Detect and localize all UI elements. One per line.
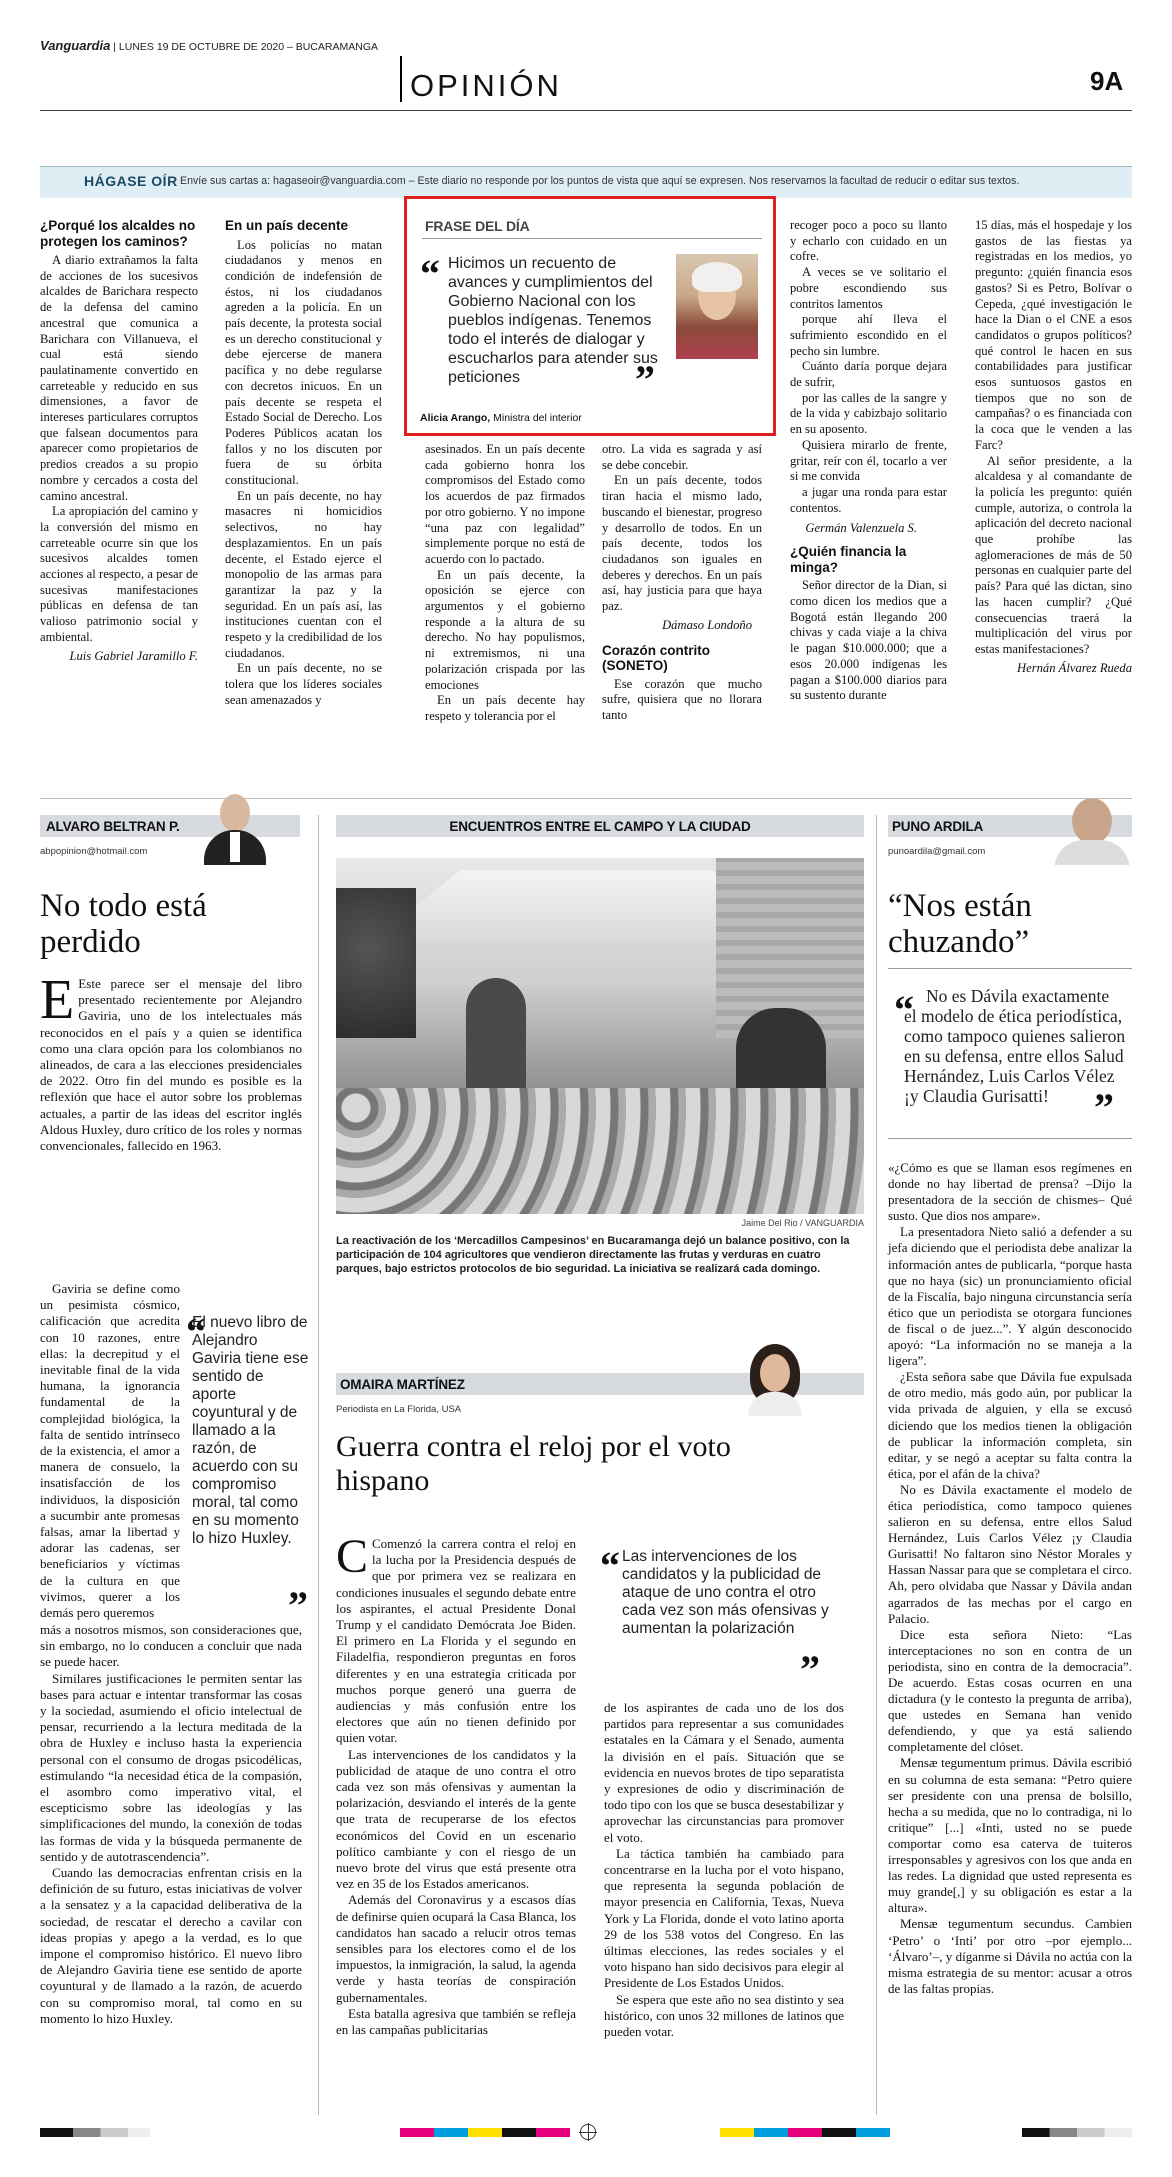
column-right-author: PUNO ARDILA (892, 819, 984, 834)
open-quote-icon: “ (186, 1309, 206, 1354)
article-paragraph: Las intervenciones de los candidatos y la publicidad de ataque de uno contra el otro cada vez son más ofensivas y aumentan la polarización, desviando el interés de la gente que trata de recuperarse de los efectos económicos del Covid en un escenario político cambiante y con el riesgo de un nuevo brote del virus que está presente otra vez en 35 de los Estados americanos. (336, 1746, 576, 1892)
letter-3-paragraph: Cuánto daría porque dejara de sufrir, (790, 359, 947, 390)
article-paragraph: C Comenzó la carrera contra el reloj en la lucha por la Presidencia después de que por primera vez se realizara en condiciones inusuales el segundo debate entre los aspirantes, el actual Presidente Donal Trump y el candidato Demócrata Joe Biden. El primero en La Florida y el segundo en Filadelfia, respondieron preguntas en foros diferentes y en una estrategia criticada por muchos porque generó una guerra de audiencias y más confusión entre los electores que aún no tienen definido por quien votar. (336, 1530, 576, 1746)
letter-4-paragraph: Al señor presidente, a la alcaldesa y al comandante de la policía les pregunto: quién cumple, autoriza, o controla la aplicación del decreto nacional que prohíbe las aglomeraciones de más de 50 personas en cualquier parte del país? Para qué las dictan, sino las hacen cumplir? ¿Qué consecuencias traerá la multiplicación del virus por estas manifestaciones? (975, 453, 1132, 656)
photo-feature-title: ENCUENTROS ENTRE EL CAMPO Y LA CIUDAD (449, 819, 751, 834)
letter-column-3 (425, 442, 585, 725)
drop-cap: C (336, 1530, 369, 1583)
produce-stall-icon (336, 1088, 864, 1214)
letter-4-continued: 15 días, más el hospedaje y los gastos de las fiestas ya registradas en los medios, yo pregunto: ¿quién financia esos gastos? Si es Petro, Bolívar o Cepeda, ¿qué investigación le hace la Dian o el CNE a esos candidatos o grupos políticos? qué control le hacen en sus contabilidades para justificar esos suntuosos gastos en tiempos que no son de campañas? o es financiada con la coca que le venden a las Farc? (975, 218, 1132, 452)
letters-banner-text: Envíe sus cartas a: hagaseoir@vanguardia.com – Este diario no responde por los puntos de vista que aquí se expresen. Nos reservamos la facultad de reducir o editar sus textos. (180, 175, 1020, 187)
letter-2-continued: otro. La vida es sagrada y así se debe concebir. (602, 442, 762, 472)
article-paragraph: Esta batalla agresiva que también se refleja en las campañas publicitarias (336, 2005, 576, 2038)
letter-4-signature: Hernán Álvarez Rueda (1017, 660, 1132, 675)
column-right-author-photo (1050, 790, 1132, 865)
column-divider (318, 815, 319, 2115)
open-quote-icon: “ (894, 987, 914, 1032)
letter-column-1 (40, 218, 198, 664)
author-name: Alicia Arango, (420, 412, 491, 424)
registration-mark-icon (580, 2124, 596, 2140)
column-left-body (40, 969, 302, 1154)
letter-2-paragraph: En un país decente, no se tolera que los líderes sociales sean amenazados y (225, 661, 382, 707)
letter-3-continued: recoger poco a poco su llanto y echarlo con cuidado en un cofre. (790, 218, 947, 264)
column-left-pull-quote: El nuevo libro de Alejandro Gaviria tiene ese sentido de aporte coyuntural y de llamado a la razón, de acuerdo con su compromiso moral, tal como en su momento lo hizo Huxley. (192, 1314, 309, 1547)
article-paragraph: «¿Cómo es que se llaman esos regímenes en donde no hay libertad de prensa? –Dijo la presentadora de la sección de chismes– Qué susto. Que dios nos ampare». (888, 1160, 1132, 1224)
letter-column-5 (790, 218, 947, 704)
author-shirt-icon (230, 832, 240, 862)
author-role: Ministra del interior (493, 412, 582, 424)
letter-3-paragraph: porque ahí lleva el sufrimiento escondido en el pecho sin lumbre. (790, 312, 947, 358)
photo-credit: Jaime Del Rio / VANGUARDIA (741, 1218, 864, 1228)
letter-column-4 (602, 442, 762, 724)
brand-logo: Vanguardia (40, 38, 111, 53)
letter-1-title: ¿Porqué los alcaldes no protegen los caminos? (40, 218, 196, 249)
article-paragraph: Se espera que este año no sea distinto y sea histórico, con unos 32 millones de latinos que pueden votar. (604, 1991, 844, 2040)
column-left-author: ALVARO BELTRAN P. (46, 819, 180, 834)
column-center-role: Periodista en La Florida, USA (336, 1404, 462, 1415)
letter-column-2 (225, 218, 382, 709)
letter-3-paragraph: por las calles de la sangre y de la vida y cabizbajo solitario en su aposento. (790, 390, 947, 437)
registration-bar (1022, 2128, 1132, 2137)
article-paragraph: Cuando las democracias enfrentan crisis en la definición de su futuro, estas iniciativas de volver a la sensatez y a la capacidad deliberativa de la sociedad, de rescatar el derecho a cavilar con ideas propias y apego a la verdad, es lo que impone el compromiso histórico. El nuevo libro de Alejandro Gaviria tiene ese sentido de aporte coyuntural y de llamado a la razón, de acuerdo con su compromiso moral, tal como en su momento lo hizo Huxley. (40, 1865, 302, 2026)
letter-4-title: ¿Quién financia la minga? (790, 544, 907, 575)
letter-4-paragraph: Señor director de la Dian, si como dicen los medios que a Bogotá están llegando 200 chivas y cada viaje a la chiva le pagan $10.000.000; que a esos 20.000 indígenas les pagan a $100.000 diarios para su sustento durante (790, 578, 947, 703)
vendor-figure-icon (466, 978, 526, 1098)
frase-del-dia-quote: Hicimos un recuento de avances y cumplimientos del Gobierno Nacional con los pueblos indígenas. Tenemos todo el interés de dialogar y escucharlos para atender sus peticiones (448, 255, 658, 386)
masthead-separator: | (113, 41, 119, 53)
letter-2-signature: Dámaso Londoño (662, 617, 752, 632)
article-paragraph: E Este parece ser el mensaje del libro presentado recientemente por Alejandro Gaviria, uno de los intelectuales más reconocidos en el país y a quien se identifica como una clara opción para los colombianos no alineados, de cara a las elecciones presidenciales de 2022. Otro fin del mundo es posible es la reflexión que hace el autor sobre los problemas actuales, a partir de las ideas del escritor inglés Aldous Huxley, duro crítico de los roles y normas convencionales, fallecido en 1963. (40, 969, 302, 1154)
column-center-pull-quote: Las intervenciones de los candidatos y la publicidad de ataque de uno contra el otro cada vez son más ofensivas y aumentan la polarización (622, 1548, 829, 1637)
letter-2-paragraph: En un país decente, no hay masacres ni homicidios selectivos, no hay desplazamientos. En un país decente, el Estado ejerce el monopolio de las armas para garantizar la paz y la seguridad. En un país así, las instituciones cuentan con el respeto y la credibilidad de los ciudadanos. (225, 488, 382, 660)
letter-2-paragraph: En un país decente, la oposición se ejerce con argumentos y el gobierno responde a la altura de su derecho. No hay populismos, ni extremismos, ni una polarización crispada por las emociones (425, 567, 585, 692)
open-quote-icon: “ (420, 251, 440, 296)
open-quote-icon: “ (600, 1543, 620, 1588)
column-divider (876, 815, 877, 2115)
column-center-body-1 (336, 1530, 576, 2038)
article-paragraph: Dice esta señora Nieto: “Las interceptaciones no son en contra de un periodista, sino en contra de la democracia”. De acuerdo. Estas cosas ocurren en una dictadura (y le contesto la pregunta de arriba), que ustedes en Semana han venido defendiendo, y que ya está saliendo completamente del clóset. (888, 1626, 1132, 1755)
column-left-body-2 (40, 1622, 302, 2027)
masthead-date: LUNES 19 DE OCTUBRE DE 2020 – BUCARAMANGA (118, 41, 378, 53)
author-body-icon (1054, 840, 1130, 865)
photo-caption: La reactivación de los ‘Mercadillos Campesinos’ en Bucaramanga dejó un balance positivo, con la participación de 104 agricultores que vendieron directamente las frutas y verduras en cuatro parques, bajo estrictos protocolos de bio seguridad. La iniciativa se realizará cada domingo. (336, 1235, 850, 1275)
article-paragraph: más a nosotros mismos, son consideraciones que, sin embargo, no lo conducen a concluir que nada se puede hacer. (40, 1622, 302, 1670)
letters-banner-title: HÁGASE OÍR (84, 173, 178, 189)
frase-del-dia-rule (422, 238, 762, 239)
portrait-hair-icon (692, 262, 742, 292)
tree-icon (336, 888, 416, 1038)
column-left-body-wrap (40, 1281, 180, 1621)
article-paragraph: Gaviria se define como un pesimista cósmico, calificación que acredita con 10 razones, entre ellas: la decrepitud y el inevitable final de la vida humana, la ignorancia fundamental de la complejidad biológica, la falta de sentido intrínseco de la existencia, el amor a manera de consuelo, la insatisfacción de los individuos, la disposición a sucumbir ante promesas falsas, amar la libertad y adorar las cadenas, ser beneficiarios y víctimas de la cultura en que vivimos, querer a los demás pero queremos (40, 1281, 180, 1621)
column-right-headline: “Nos están chuzando” (888, 888, 1032, 960)
article-paragraph: Similares justificaciones le permiten sentar las bases para actuar e intentar transformar las cosas y la sociedad, asumiendo el oficio intelectual de pensar, recurriendo a la lectura meditada de la obra de Huxley e incluso hasta la experiencia personal con el consumo de drogas psicodélicas, estimulando “la necesidad ética de la compasión, el asombro como imperativo vital, el escepticismo sobre las ideologías y las simplificaciones del mundo, la conexión de todas las formas de vida y la búsqueda permanente de sentido y de autotrascendencia”. (40, 1670, 302, 1864)
article-paragraph: No es Dávila exactamente el modelo de ética periodística, como tampoco quienes salieron en su defensa, entre ellos Salud Hernández, Luis Carlos Vélez ¡y Claudia Gurisatti! No faltaron sino Néstor Morales y Hassan Nassar para que se completara el circo. Ah, pero olvidaba que Nassar y Dávila andan agarrados de las mechas por el cargo en Palacio. (888, 1481, 1132, 1626)
letter-1-paragraph: La apropiación del camino y la conversión del mismo en carreteable ocurre sin que los sucesivos alcaldes tomen acciones al respecto, a pesar de sucesivas manifestaciones públicas en defensa de tan valioso patrimonio social y ambiental. (40, 504, 198, 644)
masthead-left (40, 38, 378, 53)
close-quote-icon: ” (288, 1583, 308, 1628)
article-paragraph: ¿Esta señora sabe que Dávila fue expulsada de otro medio, más godo aún, por publicar la vida privada de alguien, y ella se excusó diciendo que los medios tienen la obligación de publicar la información completa, sin editar, y se negó a aceptar su falta contra la ética, por el afán de la chiva? (888, 1369, 1132, 1481)
letter-3-paragraph: A veces se ve solitario el pobre escondiendo sus contritos lamentos (790, 265, 947, 311)
section-divider (40, 798, 1132, 799)
letter-2-paragraph: En un país decente, todos tiran hacia el mismo lado, buscando el bienestar, progreso y desarrollo de todos. En un país decente, todos los ciudadanos son iguales en deberes y derechos. En un país así, hay justicia para que haya paz. (602, 473, 762, 614)
letter-1-paragraph: A diario extrañamos la falta de acciones de los sucesivos alcaldes de Barichara respecto de la defensa del camino ancestral que comunica a Barichara con Villanueva, el cual está siendo paulatinamente convertido en carreteable y reducido en sus dimensiones, a favor de intereses particulares corruptos que falsean documentos para aparecer como propietarios de predios creados a su propio nombre y cercados a costa del camino ancestral. (40, 253, 198, 503)
column-center-headline: Guerra contra el reloj por el voto hispano (336, 1430, 731, 1497)
column-center-author-photo (740, 1340, 810, 1416)
author-face-icon (760, 1354, 790, 1392)
column-right-body (888, 1160, 1132, 1997)
registration-bar (720, 2128, 890, 2137)
article-paragraph: Mensæ tegumentum secundus. Cambien ‘Petro’ o ‘Inti’ por otro –por ejemplo... ‘Álvaro’–, y díganme si Dávila no actúa con la misma estrategia de su mentor: acusar a otros de las faltas propias. (888, 1916, 1132, 1996)
author-head-icon (1072, 798, 1112, 844)
letter-3-title: Corazón contrito (SONETO) (602, 642, 710, 674)
letter-3-paragraph: Ese corazón que mucho sufre, quisiera que no llorara tanto (602, 676, 762, 723)
letter-3-paragraph: a jugar una ronda para estar contentos. (790, 484, 947, 515)
masthead-vertical-rule (400, 56, 402, 102)
letter-3-paragraph: Quisiera mirarlo de frente, gritar, reír con él, tocarlo a ver si me convida (790, 437, 947, 484)
registration-bar (400, 2128, 570, 2137)
letter-2-paragraph: En un país decente hay respeto y tolerancia por el (425, 693, 585, 723)
page-number: 9A (1090, 66, 1124, 96)
article-paragraph: Mensæ tegumentum primus. Dávila escribió en su columna de esta semana: “Petro quiere ser presidente con una prensa de bolsillo, hecha a su medida, que no lo contradiga, ni lo critique” [...] «Inti, usted no se puede comportar como esa caterva de tuiteros irresponsables y agresivos con los que anda en las redes. La dignidad que usted representa es muy grande[,] y su obligación es estar a la altura». (888, 1755, 1132, 1916)
close-quote-icon: ” (635, 357, 655, 402)
article-paragraph: La táctica también ha cambiado para concentrarse en la lucha por el voto hispano, que representa la segunda población de mayor presencia en California, Texas, Nueva York y La Florida, donde el voto latino aporta 29 de los 538 votos del Congreso. En las últimas elecciones, las redes sociales y el voto hispano han sido decisivos para elegir al Presidente de Los Estados Unidos. (604, 1845, 844, 1991)
column-right-quote-rule-top (888, 968, 1132, 969)
frase-del-dia-label: FRASE DEL DÍA (425, 218, 530, 234)
frase-del-dia-photo (676, 254, 758, 359)
close-quote-icon: ” (1094, 1085, 1114, 1130)
author-head-icon (220, 794, 250, 832)
article-paragraph: de los aspirantes de cada uno de los dos partidos para representar a sus comunidades estatales en la Cámara y el Senado, aumenta la división en el país. Situación que se evidencia en nuevos brotes de tipo separatista y expresiones de odio y discriminación de todo tipo con los que se busca desestabilizar y aprovechar las circunstancias para promover el voto. (604, 1700, 844, 1845)
column-center-body-2 (604, 1700, 844, 2040)
drop-cap: E (40, 969, 75, 1031)
letter-2-continued: asesinados. En un país decente cada gobierno honra los compromisos del Estado como los acuerdos de paz firmados por otro gobierno. Y no impone “una paz con legalidad” simplemente porque no está de acuerdo con lo pactado. (425, 442, 585, 566)
letter-column-6 (975, 218, 1132, 676)
column-center-author: OMAIRA MARTÍNEZ (340, 1377, 465, 1392)
article-paragraph: La presentadora Nieto salió a defender a su jefa diciendo que el periodista debe analizar la información antes de publicarla, “porque hasta que no haya (sic) un pronunciamiento oficial de la Fiscalía, bajo ninguna circunstancia sería ético que un periodista se otorgara funciones de fiscal o de juez...”. Y algún desconocido apoyó: “La información no se maneja a la ligera”. (888, 1224, 1132, 1369)
market-photo (336, 858, 864, 1214)
letter-3-signature: Germán Valenzuela S. (805, 521, 917, 536)
frase-del-dia-author (420, 412, 582, 424)
column-left-author-photo (200, 790, 270, 865)
column-right-quote-rule-bottom (888, 1138, 1132, 1139)
letter-1-signature: Luis Gabriel Jaramillo F. (69, 648, 198, 663)
section-title: OPINIÓN (410, 68, 562, 103)
letter-2-title: En un país decente (225, 218, 349, 233)
article-paragraph: Además del Coronavirus y a escasos días de definirse quien ocupará la Casa Blanca, los candidatos han sacado a relucir otros temas sensibles para los electores como el de los impuestos, la inmigración, la salud, la agenda verde y hasta teorías de conspiración gubernamentales. (336, 1892, 576, 2005)
column-left-email: abpopinion@hotmail.com (40, 846, 148, 857)
column-left-headline: No todo está perdido (40, 888, 207, 960)
close-quote-icon: ” (800, 1647, 820, 1692)
column-right-email: punoardila@gmail.com (888, 846, 986, 857)
letter-2-paragraph: Los policías no matan ciudadanos y menos en condición de indefensión de éstos, ni los ciudadanos agreden a la policía. En un país decente, la protesta social es un derecho constitucional y debe ejercerse de manera pacífica y no debe regularse con decretos inicuos. En un país decente se respeta el Estado Social de Derecho. Los Poderes Públicos acatan los fallos y no los discuten por fuera de su órbita constitucional. (225, 237, 382, 488)
registration-bar (40, 2128, 150, 2137)
masthead-bottom-rule (40, 110, 1132, 111)
column-right-pull-quote: No es Dávila exactamente el modelo de ética periodística, como tampoco quienes salieron en su defensa, entre ellos Salud Hernández, Luis Carlos Vélez ¡y Claudia Gurisatti! (904, 986, 1126, 1106)
